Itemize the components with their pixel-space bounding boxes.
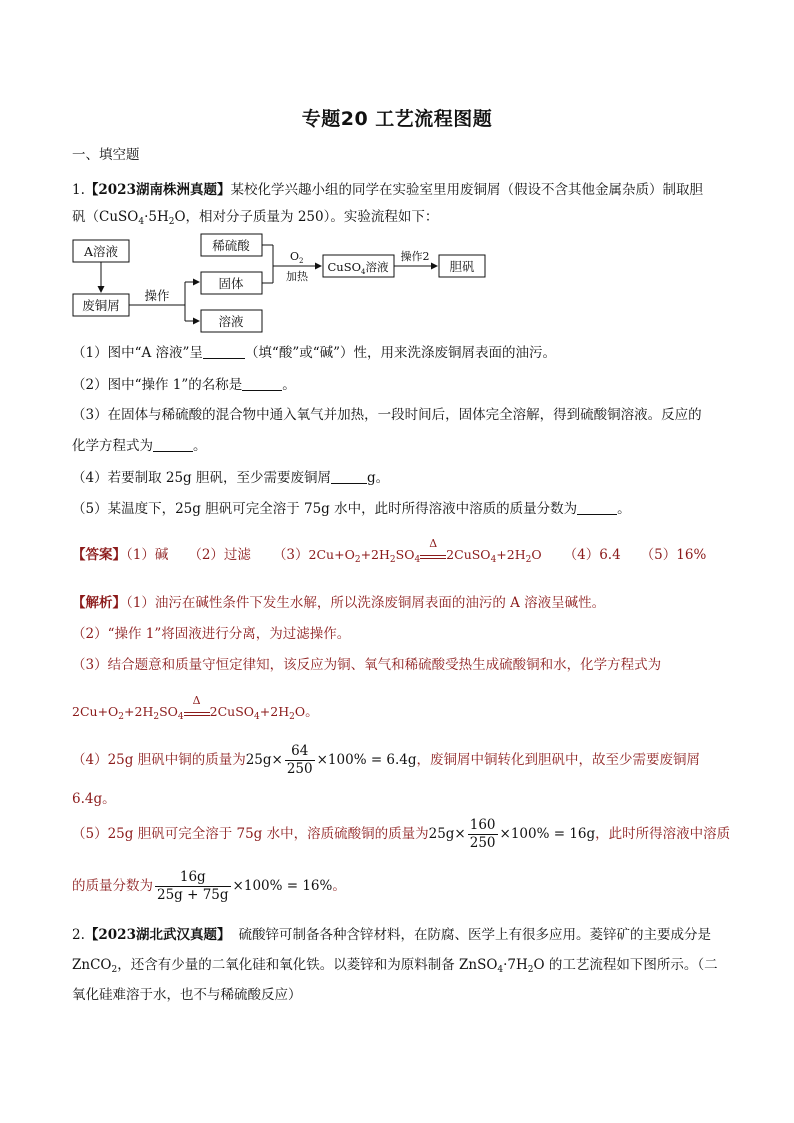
flow-o2-label: $O_2$ <box>290 250 304 265</box>
q1-sub2 <box>72 375 732 395</box>
q1-intro2-c: O，相对分子质量为 250）。实验流程如下： <box>174 209 439 225</box>
answer-blank[interactable] <box>577 500 617 515</box>
q1-sub2-text-b: 。 <box>282 377 296 393</box>
q1-analysis-1 <box>72 593 732 613</box>
q2-text-1: 硫酸锌可制备各种含锌材料，在防腐、医学上有很多应用。菱锌矿的主要成分是 <box>238 927 711 943</box>
flow-solution-label: 溶液 <box>218 314 244 329</box>
answer-5: （5）16% <box>640 547 707 563</box>
flow-scrap-label: 废铜屑 <box>82 298 120 313</box>
q2-line2: ZnCO$_2$，还含有少量的二氧化硅和氧化铁。以菱锌和为原料制备 $ZnSO_4\cdot 7H_2O$ 的工艺流程如下图所示。（二 <box>72 957 718 975</box>
answer-label: 【答案】 <box>72 547 126 563</box>
analysis-1-text: （1）油污在碱性条件下发生水解，所以洗涤废铜屑表面的油污的 A 溶液呈碱性。 <box>126 595 606 611</box>
fraction: $\frac{64}{250}$ <box>286 743 313 777</box>
q1-sub2-text-a: （2）图中“操作 1”的名称是 <box>72 377 243 393</box>
heating-condition-sign: Δ <box>184 703 210 716</box>
q1-analysis-5-line2: 的质量分数为 $\frac{16g}{25g + 75g}$ ×100% = 16%。 <box>72 869 346 903</box>
section-heading: 一、填空题 <box>72 147 140 163</box>
answer-4: （4）6.4 <box>563 547 621 563</box>
q2-line1 <box>72 925 732 945</box>
analysis-5-formula: 25g× $\frac{160}{250}$ ×100% = 16g <box>428 817 596 851</box>
flow-cuso4-label: CuSO$_4$溶液 <box>327 260 389 276</box>
analysis-5-text-a: （5）25g 胆矾可完全溶于 75g 水中，溶质硫酸铜的质量为 <box>72 826 429 842</box>
q1-intro-line2 <box>72 207 732 227</box>
q1-intro2-a: 矾（CuSO <box>72 209 139 225</box>
q1-sub4-text-b: g。 <box>367 470 390 486</box>
analysis-5-formula-2: $\frac{16g}{25g + 75g}$ ×100% = 16% <box>157 869 333 903</box>
flow-product-label: 胆矾 <box>449 259 475 274</box>
answer-1: （1）碱 <box>126 547 169 563</box>
answer-blank[interactable] <box>203 344 245 359</box>
q1-source: 【2023湖南株洲真题】 <box>84 182 231 198</box>
q1-sub3-line1: （3）在固体与稀硫酸的混合物中通入氧气并加热，一段时间后，固体完全溶解，得到硫酸铜溶液。反应的 <box>72 407 702 423</box>
q1-sub4 <box>72 468 732 488</box>
q2-source: 【2023湖北武汉真题】 <box>84 927 231 943</box>
q1-intro-text: 某校化学兴趣小组的同学在实验室里用废铜屑（假设不含其他金属杂质）制取胆 <box>230 182 703 198</box>
answer-3-equation: $2Cu+O_2+2H_2SO_4$ Δ $2CuSO_4+2H_2O$ <box>308 537 542 565</box>
q1-sub4-text-a: （4）若要制取 25g 胆矾，至少需要废铜屑 <box>72 470 331 486</box>
q1-sub3-end: 。 <box>193 438 207 454</box>
q1-analysis-2: （2）“操作 1”将固液进行分离，为过滤操作。 <box>72 626 351 642</box>
q2-line3: 氧化硅难溶于水，也不与稀硫酸反应） <box>72 987 302 1003</box>
q1-analysis-4 <box>72 740 732 780</box>
fraction: $\frac{160}{250}$ <box>469 817 496 851</box>
q1-sub1-text-b: （填“酸”或“碱”）性，用来洗涤废铜屑表面的油污。 <box>244 345 557 361</box>
sub: 4 <box>138 217 145 227</box>
analysis-5-text-c: 的质量分数为 <box>72 878 153 894</box>
q1-analysis-4-end: 6.4g。 <box>72 791 116 807</box>
flow-op2-label: 操作2 <box>400 250 430 263</box>
q1-analysis-5 <box>72 814 732 854</box>
q1-answer <box>72 537 732 565</box>
q1-number: 1. <box>72 182 85 198</box>
flow-heat-label: 加热 <box>286 270 308 283</box>
q1-sub3-text: 化学方程式为 <box>72 438 153 454</box>
q1-sub5-text-a: （5）某温度下，25g 胆矾可完全溶于 75g 水中，此时所得溶液中溶质的质量分数为 <box>72 501 578 517</box>
q1-sub5 <box>72 499 732 519</box>
q1-intro2-b: ·5H <box>144 209 169 225</box>
flow-a-solution-label: A溶液 <box>83 244 119 259</box>
flow-op1-label: 操作 <box>144 288 170 303</box>
q1-sub1-text-a: （1）图中“A 溶液”呈 <box>72 345 203 361</box>
analysis-4-text-b: ，废铜屑中铜转化到胆矾中，故至少需要废铜屑 <box>416 752 701 768</box>
q1-analysis-3: （3）结合题意和质量守恒定律知，该反应为铜、氧气和稀硫酸受热生成硫酸铜和水，化学方程式为 <box>72 657 662 673</box>
q1-flow-diagram <box>0 230 794 340</box>
heating-condition-sign: Δ <box>420 546 446 559</box>
analysis-5-text-b: ，此时所得溶液中溶质 <box>595 826 731 842</box>
analysis-label: 【解析】 <box>72 595 126 611</box>
answer-3-prefix: （3） <box>272 547 309 563</box>
page-title: 专题20 工艺流程图题 <box>301 108 493 130</box>
sub: 2 <box>168 217 175 227</box>
analysis-4-text-a: （4）25g 胆矾中铜的质量为 <box>72 752 246 768</box>
q1-analysis-3-equation: $2Cu+O_2+2H_2SO_4$ Δ $2CuSO_4+2H_2O$。 <box>72 694 319 722</box>
q1-sub5-text-b: 。 <box>617 501 631 517</box>
q1-sub3-line2 <box>72 436 732 456</box>
flow-solid-label: 固体 <box>218 276 244 291</box>
analysis-4-formula: 25g× $\frac{64}{250}$ ×100% = 6.4g <box>245 743 417 777</box>
answer-blank[interactable] <box>331 469 367 484</box>
fraction: $\frac{16g}{25g + 75g}$ <box>157 869 229 903</box>
flow-dilute-acid-label: 稀硫酸 <box>212 238 250 253</box>
answer-blank[interactable] <box>153 437 193 452</box>
q1-sub1 <box>72 343 732 363</box>
answer-2: （2）过滤 <box>188 547 251 563</box>
q1-intro-line1 <box>72 180 732 200</box>
q2-number: 2. <box>72 927 85 943</box>
answer-blank[interactable] <box>242 376 282 391</box>
